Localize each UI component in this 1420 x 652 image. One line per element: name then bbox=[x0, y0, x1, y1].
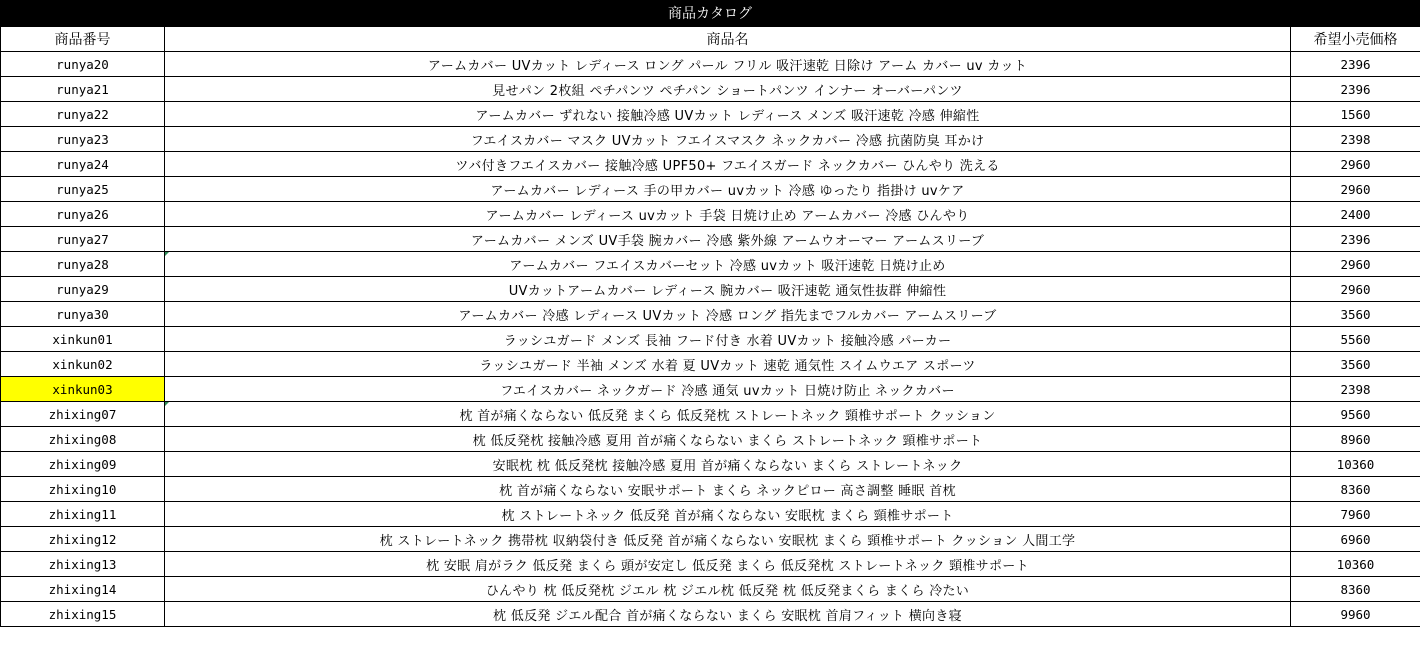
product-name-cell[interactable]: 安眠枕 枕 低反発枕 接触冷感 夏用 首が痛くならない まくら ストレートネック bbox=[165, 452, 1291, 477]
product-name-cell[interactable]: アームカバー 冷感 レディース UVカット 冷感 ロング 指先までフルカバー アームスリーブ bbox=[165, 302, 1291, 327]
product-id-cell[interactable]: runya25 bbox=[1, 177, 165, 202]
product-id-cell[interactable]: zhixing14 bbox=[1, 577, 165, 602]
table-row bbox=[1, 352, 1420, 377]
product-name-cell[interactable]: 枕 首が痛くならない 低反発 まくら 低反発枕 ストレートネック 頸椎サポート クッション bbox=[165, 402, 1291, 427]
retail-price-cell[interactable]: 2400 bbox=[1291, 202, 1420, 227]
product-name-cell[interactable]: アームカバー ずれない 接触冷感 UVカット レディース メンズ 吸汗速乾 冷感 伸縮性 bbox=[165, 102, 1291, 127]
sheet-title: 商品カタログ bbox=[0, 0, 1420, 26]
table-row bbox=[1, 302, 1420, 327]
product-name-cell[interactable]: ラッシユガード 半袖 メンズ 水着 夏 UVカット 速乾 通気性 スイムウエア スポーツ bbox=[165, 352, 1291, 377]
product-name-cell[interactable]: 枕 ストレートネック 携帯枕 収納袋付き 低反発 首が痛くならない 安眠枕 まくら 頸椎サポート クッション 人間工学 bbox=[165, 527, 1291, 552]
table-row bbox=[1, 377, 1420, 402]
product-name-cell[interactable]: アームカバー UVカット レディース ロング パール フリル 吸汗速乾 日除け アーム カバー uv カット bbox=[165, 52, 1291, 77]
retail-price-cell[interactable]: 2960 bbox=[1291, 152, 1420, 177]
product-name-cell[interactable]: UVカットアームカバー レディース 腕カバー 吸汗速乾 通気性抜群 伸縮性 bbox=[165, 277, 1291, 302]
product-name-cell[interactable]: アームカバー レディース uvカット 手袋 日焼け止め アームカバー 冷感 ひんやり bbox=[165, 202, 1291, 227]
product-id-cell[interactable]: runya20 bbox=[1, 52, 165, 77]
retail-price-cell[interactable]: 3560 bbox=[1291, 352, 1420, 377]
product-name-cell[interactable]: ツバ付きフエイスカバー 接触冷感 UPF50+ フエイスガード ネックカバー ひんやり 洗える bbox=[165, 152, 1291, 177]
retail-price-cell[interactable]: 10360 bbox=[1291, 552, 1420, 577]
table-row bbox=[1, 552, 1420, 577]
table-row bbox=[1, 577, 1420, 602]
table-row bbox=[1, 202, 1420, 227]
product-id-cell[interactable]: zhixing09 bbox=[1, 452, 165, 477]
retail-price-cell[interactable]: 8360 bbox=[1291, 477, 1420, 502]
product-id-cell[interactable]: runya22 bbox=[1, 102, 165, 127]
table-row bbox=[1, 127, 1420, 152]
retail-price-cell[interactable]: 2398 bbox=[1291, 127, 1420, 152]
product-id-cell[interactable]: zhixing13 bbox=[1, 552, 165, 577]
table-row bbox=[1, 527, 1420, 552]
product-name-cell[interactable]: アームカバー レディース 手の甲カバー uvカット 冷感 ゆったり 指掛け uvケア bbox=[165, 177, 1291, 202]
product-id-cell[interactable]: zhixing08 bbox=[1, 427, 165, 452]
product-name-cell[interactable]: フエイスカバー ネックガード 冷感 通気 uvカット 日焼け防止 ネックカバー bbox=[165, 377, 1291, 402]
product-name-cell[interactable]: 枕 首が痛くならない 安眠サポート まくら ネックピロー 高さ調整 睡眠 首枕 bbox=[165, 477, 1291, 502]
table-row bbox=[1, 152, 1420, 177]
product-id-cell[interactable]: runya24 bbox=[1, 152, 165, 177]
product-id-cell[interactable]: runya28 bbox=[1, 252, 165, 277]
table-row bbox=[1, 427, 1420, 452]
retail-price-cell[interactable]: 8360 bbox=[1291, 577, 1420, 602]
product-id-cell[interactable]: zhixing10 bbox=[1, 477, 165, 502]
header-product-name[interactable]: 商品名 bbox=[165, 27, 1291, 52]
table-row bbox=[1, 502, 1420, 527]
product-id-cell[interactable]: runya21 bbox=[1, 77, 165, 102]
product-name-cell[interactable]: 枕 ストレートネック 低反発 首が痛くならない 安眠枕 まくら 頸椎サポート bbox=[165, 502, 1291, 527]
retail-price-cell[interactable]: 8960 bbox=[1291, 427, 1420, 452]
retail-price-cell[interactable]: 2396 bbox=[1291, 52, 1420, 77]
product-id-cell[interactable]: xinkun03 bbox=[1, 377, 165, 402]
table-row bbox=[1, 252, 1420, 277]
table-row bbox=[1, 477, 1420, 502]
product-name-cell[interactable]: 枕 安眠 肩がラク 低反発 まくら 頭が安定し 低反発 まくら 低反発枕 ストレートネック 頸椎サポート bbox=[165, 552, 1291, 577]
retail-price-cell[interactable]: 2960 bbox=[1291, 277, 1420, 302]
retail-price-cell[interactable]: 10360 bbox=[1291, 452, 1420, 477]
product-id-cell[interactable]: xinkun02 bbox=[1, 352, 165, 377]
header-row bbox=[1, 27, 1420, 52]
product-name-cell[interactable]: 見せパン 2枚組 ペチパンツ ペチパン ショートパンツ インナー オーバーパンツ bbox=[165, 77, 1291, 102]
product-id-cell[interactable]: runya27 bbox=[1, 227, 165, 252]
product-name-cell[interactable]: ひんやり 枕 低反発枕 ジエル 枕 ジエル枕 低反発 枕 低反発まくら まくら 冷たい bbox=[165, 577, 1291, 602]
retail-price-cell[interactable]: 2396 bbox=[1291, 227, 1420, 252]
retail-price-cell[interactable]: 2960 bbox=[1291, 177, 1420, 202]
product-name-cell[interactable]: アームカバー メンズ UV手袋 腕カバー 冷感 紫外線 アームウオーマー アームスリーブ bbox=[165, 227, 1291, 252]
product-name-cell[interactable]: 枕 低反発 ジエル配合 首が痛くならない まくら 安眠枕 首肩フィット 横向き寝 bbox=[165, 602, 1291, 627]
product-id-cell[interactable]: runya29 bbox=[1, 277, 165, 302]
retail-price-cell[interactable]: 2960 bbox=[1291, 252, 1420, 277]
table-row bbox=[1, 227, 1420, 252]
retail-price-cell[interactable]: 1560 bbox=[1291, 102, 1420, 127]
retail-price-cell[interactable]: 5560 bbox=[1291, 327, 1420, 352]
table-row bbox=[1, 77, 1420, 102]
product-id-cell[interactable]: runya26 bbox=[1, 202, 165, 227]
product-id-cell[interactable]: zhixing11 bbox=[1, 502, 165, 527]
header-product-id[interactable]: 商品番号 bbox=[1, 27, 165, 52]
product-id-cell[interactable]: runya23 bbox=[1, 127, 165, 152]
product-id-cell[interactable]: zhixing12 bbox=[1, 527, 165, 552]
table-row bbox=[1, 277, 1420, 302]
product-name-cell[interactable]: 枕 低反発枕 接触冷感 夏用 首が痛くならない まくら ストレートネック 頸椎サポート bbox=[165, 427, 1291, 452]
table-row bbox=[1, 327, 1420, 352]
retail-price-cell[interactable]: 6960 bbox=[1291, 527, 1420, 552]
product-id-cell[interactable]: zhixing07 bbox=[1, 402, 165, 427]
product-id-cell[interactable]: runya30 bbox=[1, 302, 165, 327]
table-row bbox=[1, 177, 1420, 202]
table-row bbox=[1, 452, 1420, 477]
retail-price-cell[interactable]: 2396 bbox=[1291, 77, 1420, 102]
product-name-cell[interactable]: フエイスカバー マスク UVカット フエイスマスク ネックカバー 冷感 抗菌防臭 耳かけ bbox=[165, 127, 1291, 152]
product-name-cell[interactable]: アームカバー フエイスカバーセット 冷感 uvカット 吸汗速乾 日焼け止め bbox=[165, 252, 1291, 277]
table-row bbox=[1, 602, 1420, 627]
retail-price-cell[interactable]: 3560 bbox=[1291, 302, 1420, 327]
product-id-cell[interactable]: zhixing15 bbox=[1, 602, 165, 627]
product-name-cell[interactable]: ラッシユガード メンズ 長袖 フード付き 水着 UVカット 接触冷感 パーカー bbox=[165, 327, 1291, 352]
header-retail-price[interactable]: 希望小売価格 bbox=[1291, 27, 1420, 52]
table-row bbox=[1, 402, 1420, 427]
retail-price-cell[interactable]: 9960 bbox=[1291, 602, 1420, 627]
table-row bbox=[1, 102, 1420, 127]
product-id-cell[interactable]: xinkun01 bbox=[1, 327, 165, 352]
product-table bbox=[0, 26, 1420, 627]
retail-price-cell[interactable]: 7960 bbox=[1291, 502, 1420, 527]
table-row bbox=[1, 52, 1420, 77]
retail-price-cell[interactable]: 9560 bbox=[1291, 402, 1420, 427]
retail-price-cell[interactable]: 2398 bbox=[1291, 377, 1420, 402]
